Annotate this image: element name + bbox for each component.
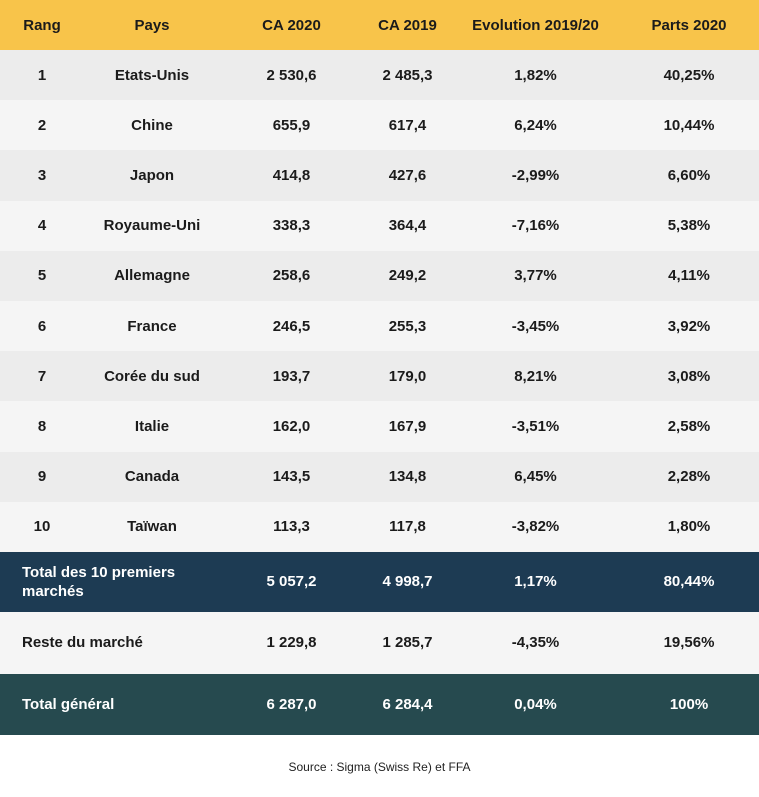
cell-ca-2020: 338,3 <box>272 217 311 235</box>
cell-rang: 1 <box>37 66 47 84</box>
table-row <box>0 401 759 451</box>
table-row <box>0 100 759 150</box>
rest-row <box>0 612 759 674</box>
cell-ca-2019: 2 485,3 <box>382 66 433 84</box>
cell-evolution: 1,82% <box>514 66 557 84</box>
cell-parts: 10,44% <box>663 116 715 134</box>
table-row <box>0 50 759 100</box>
total-top10-label <box>0 563 220 601</box>
cell-rang: 10 <box>33 518 51 536</box>
cell-ca-2020: 246,5 <box>272 317 311 335</box>
cell-ca-2019: 364,4 <box>388 217 427 235</box>
header-pays: Pays <box>134 16 170 34</box>
cell-rang: 9 <box>37 468 47 486</box>
cell-ca-2019: 617,4 <box>388 116 427 134</box>
table-body <box>0 50 759 552</box>
cell-pays: Taïwan <box>127 518 177 536</box>
cell-pays: Corée du sud <box>104 367 200 385</box>
cell-parts: 6,60% <box>667 166 711 184</box>
grand-total-label: Total général <box>22 695 115 713</box>
table-row <box>0 251 759 301</box>
source-note: Source : Sigma (Swiss Re) et FFA <box>288 760 471 774</box>
cell-ca-2019: 427,6 <box>388 166 427 184</box>
cell-pays: Canada <box>124 468 180 486</box>
cell-evolution: 3,77% <box>514 267 557 285</box>
total-top10-label-line2: marchés <box>22 582 84 600</box>
cell-ca-2019: 255,3 <box>388 317 427 335</box>
rest-parts: 19,56% <box>663 634 715 652</box>
cell-parts: 40,25% <box>663 66 715 84</box>
cell-parts: 3,92% <box>667 317 711 335</box>
cell-ca-2019: 167,9 <box>388 417 427 435</box>
cell-ca-2020: 2 530,6 <box>266 66 317 84</box>
grand-total-parts: 100% <box>669 695 709 713</box>
table-row <box>0 301 759 351</box>
table-row <box>0 351 759 401</box>
cell-rang: 2 <box>37 116 47 134</box>
cell-ca-2020: 162,0 <box>272 417 311 435</box>
header-parts-2020: Parts 2020 <box>651 16 727 34</box>
cell-ca-2020: 143,5 <box>272 468 311 486</box>
grand-total-ca-2020: 6 287,0 <box>266 695 317 713</box>
cell-rang: 6 <box>37 317 47 335</box>
cell-ca-2019: 249,2 <box>388 267 427 285</box>
cell-parts: 4,11% <box>668 267 710 285</box>
total-top10-label-line1: Total des 10 premiers <box>22 563 176 581</box>
cell-pays: Allemagne <box>114 267 190 285</box>
total-top10-ca-2019: 4 998,7 <box>382 573 433 591</box>
header-rang: Rang <box>23 16 61 34</box>
cell-rang: 3 <box>37 166 47 184</box>
table-row <box>0 150 759 200</box>
rest-ca-2020: 1 229,8 <box>266 634 317 652</box>
total-top10-evolution: 1,17% <box>514 573 557 591</box>
total-top10-parts: 80,44% <box>663 573 715 591</box>
cell-pays: Etats-Unis <box>114 66 190 84</box>
cell-evolution: 8,21% <box>514 367 557 385</box>
cell-rang: 5 <box>37 267 47 285</box>
cell-parts: 1,80% <box>667 518 711 536</box>
total-top10-row <box>0 552 759 612</box>
cell-rang: 4 <box>37 217 47 235</box>
table-row <box>0 452 759 502</box>
header-ca-2019: CA 2019 <box>378 16 437 34</box>
cell-ca-2020: 113,3 <box>273 518 310 536</box>
cell-evolution: -3,51% <box>511 417 560 435</box>
cell-parts: 5,38% <box>667 217 711 235</box>
grand-total-ca-2019: 6 284,4 <box>382 695 433 713</box>
cell-ca-2019: 117,8 <box>389 518 426 536</box>
table-header-row <box>0 0 759 50</box>
cell-evolution: 6,24% <box>514 116 557 134</box>
cell-evolution: -2,99% <box>511 166 560 184</box>
cell-rang: 8 <box>37 417 47 435</box>
cell-pays: France <box>127 317 177 335</box>
rest-label: Reste du marché <box>22 634 143 652</box>
cell-evolution: -7,16% <box>511 217 560 235</box>
cell-pays: Chine <box>131 116 173 134</box>
cell-parts: 3,08% <box>667 367 711 385</box>
cell-parts: 2,28% <box>667 468 711 486</box>
cell-ca-2020: 655,9 <box>272 116 311 134</box>
header-evolution: Evolution 2019/20 <box>472 16 599 34</box>
cell-rang: 7 <box>37 367 47 385</box>
cell-evolution: -3,45% <box>511 317 560 335</box>
cell-pays: Japon <box>129 166 175 184</box>
rest-evolution: -4,35% <box>511 634 560 652</box>
cell-pays: Italie <box>134 417 170 435</box>
cell-evolution: -3,82% <box>511 518 560 536</box>
grand-total-row <box>0 674 759 735</box>
total-top10-ca-2020: 5 057,2 <box>266 573 317 591</box>
cell-ca-2020: 193,7 <box>272 367 311 385</box>
cell-ca-2020: 258,6 <box>272 267 311 285</box>
cell-ca-2020: 414,8 <box>272 166 311 184</box>
table-row <box>0 201 759 251</box>
cell-ca-2019: 179,0 <box>388 367 427 385</box>
table-row <box>0 502 759 552</box>
cell-evolution: 6,45% <box>514 468 557 486</box>
header-ca-2020: CA 2020 <box>262 16 321 34</box>
cell-pays: Royaume-Uni <box>103 217 201 235</box>
cell-parts: 2,58% <box>667 417 711 435</box>
cell-ca-2019: 134,8 <box>388 468 427 486</box>
grand-total-evolution: 0,04% <box>514 695 557 713</box>
rest-ca-2019: 1 285,7 <box>382 634 433 652</box>
